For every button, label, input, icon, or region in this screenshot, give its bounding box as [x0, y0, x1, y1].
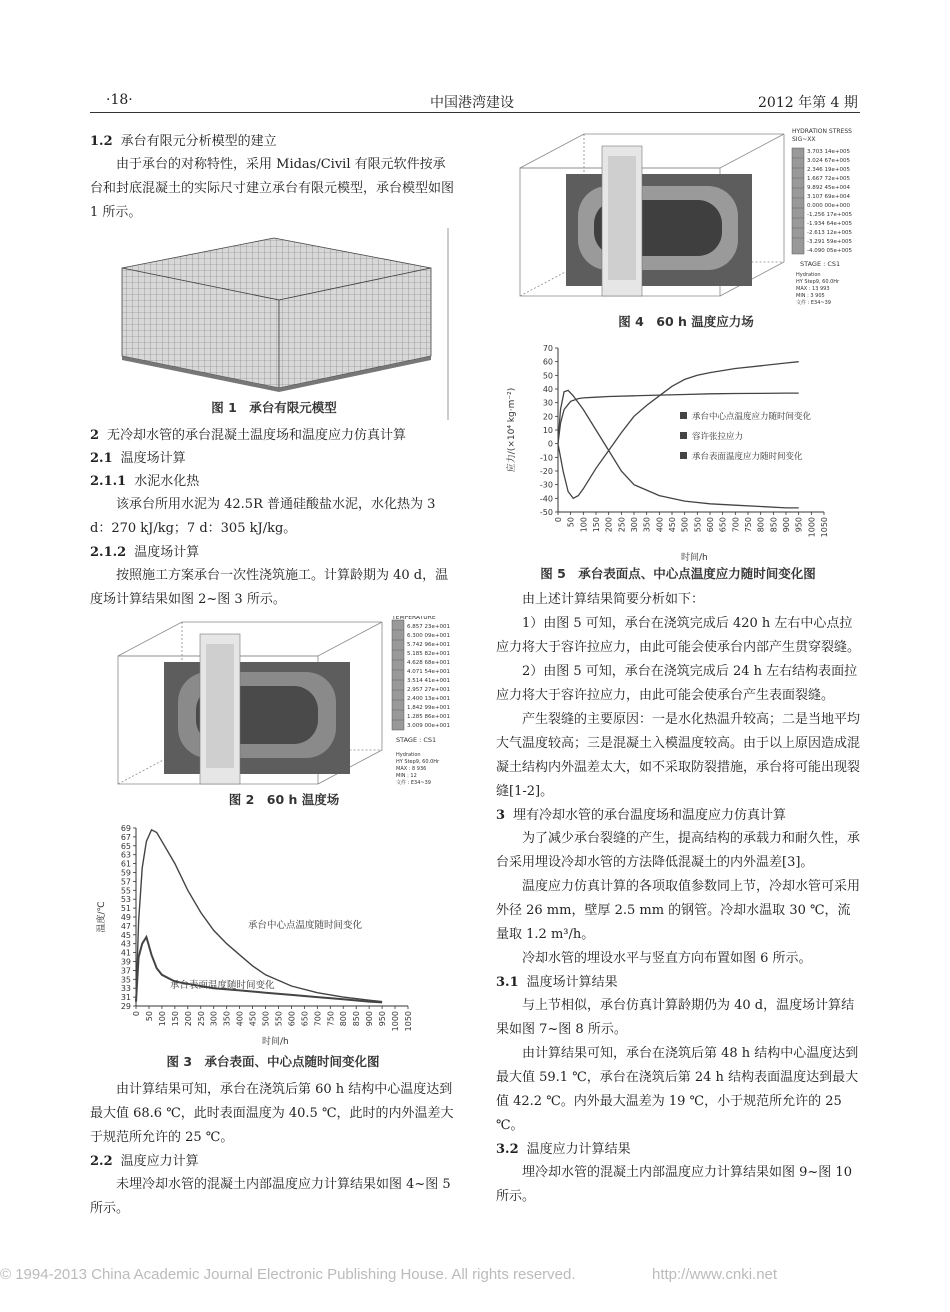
fig4-info: MIN : 3 905: [796, 293, 825, 299]
x-tick-label: 1000: [391, 1011, 401, 1032]
x-tick-label: 550: [693, 517, 703, 533]
figure-5: [496, 338, 860, 562]
x-tick-label: 850: [769, 517, 779, 533]
figure-2-caption: 图 2 60 h 温度场: [228, 792, 340, 807]
paragraph-8: 2）由图 5 可知，承台在浇筑完成后 24 h 左右结构表面拉应力将大于容许拉应力，由此可能会使承台产生表面裂缝。: [496, 664, 858, 703]
y-tick-label: 60: [542, 357, 553, 367]
x-tick-label: 0: [132, 1011, 141, 1017]
series-line-1: [136, 830, 382, 1002]
x-tick-label: 350: [222, 1011, 232, 1027]
fig4-info: HY Step9, 60.0Hr: [796, 279, 840, 285]
fig4-legend-value: -1.256 17e+005: [807, 212, 852, 218]
y-tick-label: 49: [120, 913, 131, 922]
paragraph-2: 该承台所用水泥为 42.5R 普通硅酸盐水泥，水化热为 3 d：270 kJ/kg；7 d：305 kJ/kg。: [90, 497, 436, 536]
fig2-legend-value: 1.842 99e+001: [407, 705, 450, 711]
fig2-legend-value: 1.285 86e+001: [407, 714, 450, 720]
x-tick-label: 950: [794, 517, 804, 533]
fig2-legend-value: 2.400 13e+001: [407, 696, 450, 702]
section-3-1-heading: 3.1 温度场计算结果: [496, 975, 618, 990]
y-tick-label: 70: [542, 344, 553, 353]
y-tick-label: 45: [120, 930, 131, 940]
fig2-legend-value: 2.957 27e+001: [407, 687, 450, 693]
x-tick-label: 800: [756, 517, 766, 533]
y-tick-label: -50: [539, 508, 553, 517]
x-tick-label: 400: [235, 1011, 245, 1027]
fig2-legend-value: 4.071 54e+001: [407, 669, 450, 675]
paragraph-14: 由计算结果可知，承台在浇筑后第 48 h 结构中心温度达到最大值 59.1 ℃，承台在浇筑后第 24 h 结构表面温度达到最大值 42.2 ℃。内外最大温差为 19 ℃，小于规范所允许的 25 ℃。: [496, 1046, 859, 1133]
y-tick-label: 39: [120, 957, 131, 967]
copyright-footer: © 1994-2013 China Academic Journal Electronic Publishing House. All rights reserved.: [0, 1266, 576, 1283]
x-tick-label: 600: [287, 1011, 297, 1027]
fig4-legend-sub: SIG~XX: [792, 136, 816, 143]
legend-swatch: [680, 432, 687, 439]
legend-swatch: [680, 412, 687, 419]
right-column-text: [496, 588, 862, 1209]
x-tick-label: 450: [668, 517, 677, 533]
y-tick-label: 67: [120, 832, 131, 842]
y-tick-label: 37: [120, 966, 131, 976]
y-tick-label: 65: [120, 841, 131, 851]
section-3-heading: 3 埋有冷却水管的承台温度场和温度应力仿真计算: [496, 808, 787, 823]
paragraph-10: 为了减少承台裂缝的产生，提高结构的承载力和耐久性，承台采用埋设冷却水管的方法降低混凝土的内外温差[3]。: [496, 831, 861, 870]
header-rule: [90, 112, 860, 113]
section-1-2-heading: 1.2 承台有限元分析模型的建立: [90, 134, 277, 149]
y-tick-label: -20: [539, 467, 553, 476]
fig4-info: Hydration: [796, 272, 821, 278]
y-tick-label: 47: [120, 921, 131, 931]
y-tick-label: 61: [120, 859, 131, 869]
paragraph-4: 由计算结果可知，承台在浇筑后第 60 h 结构中心温度达到最大值 68.6 ℃，此时表面温度为 40.5 ℃，此时的内外温差大于规范所允许的 25 ℃。: [90, 1082, 454, 1145]
fig4-info: MAX : 13 993: [796, 286, 830, 292]
paragraph-1: 由于承台的对称特性，采用 Midas/Civil 有限元软件按承台和封底混凝土的实际尺寸建立承台有限元模型，承台模型如图 1 所示。: [90, 157, 455, 220]
x-tick-label: 400: [655, 517, 665, 533]
fig2-info: MIN : 12: [396, 773, 417, 779]
figure-3-caption: 图 3 承台表面、中心点随时间变化图: [166, 1054, 380, 1069]
y-tick-label: 69: [120, 824, 131, 833]
fig2-legend-value: 5.185 82e+001: [407, 651, 450, 657]
x-tick-label: 500: [261, 1011, 271, 1027]
fig2-info: Hydration: [396, 752, 421, 758]
y-tick-label: 50: [542, 371, 553, 381]
x-tick-label: 50: [566, 517, 576, 528]
y-tick-label: 10: [542, 426, 553, 435]
fig2-legend-value: 4.628 68e+001: [407, 660, 450, 666]
fig4-legend-title: HYDRATION STRESS: [792, 128, 852, 135]
paragraph-13: 与上节相似，承台仿真计算龄期仍为 40 d，温度场计算结果如图 7~图 8 所示。: [496, 998, 855, 1037]
series-line-1: [558, 362, 799, 499]
section-2-1-heading: 2.1 温度场计算: [90, 451, 186, 466]
x-tick-label: 600: [706, 517, 715, 533]
x-axis-label: 时间/h: [262, 1037, 289, 1046]
paragraph-9: 产生裂缝的主要原因：一是水化热温升较高；二是当地平均大气温度较高；三是混凝土入模温度较高。由于以上原因造成混凝土结构内外温差太大，如不采取防裂措施，承台将可能出现裂缝[1-2]。: [496, 712, 861, 799]
fig2-info: MAX : 8 936: [396, 766, 427, 772]
figure-3: [90, 816, 456, 1066]
y-tick-label: 0: [547, 439, 553, 449]
x-tick-label: 550: [274, 1011, 284, 1027]
x-tick-label: 900: [365, 1011, 375, 1027]
fig2-legend-value: 6.300 09e+001: [407, 633, 450, 639]
x-tick-label: 0: [554, 517, 563, 523]
y-tick-label: -10: [539, 453, 553, 463]
x-tick-label: 150: [592, 517, 601, 533]
x-tick-label: 950: [378, 1011, 388, 1027]
paragraph-15: 埋冷却水管的混凝土内部温度应力计算结果如图 9~图 10 所示。: [496, 1165, 852, 1204]
x-tick-label: 200: [183, 1011, 193, 1027]
fig4-legend-value: -1.934 64e+005: [807, 221, 852, 227]
x-tick-label: 1050: [404, 1011, 413, 1032]
figure-4: [512, 128, 860, 306]
fig4-legend-value: 1.667 72e+005: [807, 176, 850, 182]
paragraph-3: 按照施工方案承台一次性浇筑施工。计算龄期为 40 d，温度场计算结果如图 2~图 3 所示。: [90, 568, 449, 607]
fig2-legend-value: 3.514 41e+001: [407, 678, 450, 684]
cnki-url: http://www.cnki.net: [652, 1266, 778, 1283]
section-2-1-2-heading: 2.1.2 温度场计算: [90, 545, 200, 560]
x-tick-label: 100: [157, 1011, 167, 1027]
issue-label: 2012 年第 4 期: [758, 95, 858, 111]
paragraph-12: 冷却水管的埋设水平与竖直方向布置如图 6 所示。: [522, 951, 812, 966]
y-tick-label: 41: [120, 948, 131, 958]
x-tick-label: 1050: [820, 517, 829, 538]
legend-label: 容许张拉应力: [692, 432, 744, 442]
section-3-2-heading: 3.2 温度应力计算结果: [496, 1142, 631, 1157]
x-tick-label: 700: [731, 517, 741, 533]
stress-field-image: [512, 128, 860, 306]
temperature-time-chart: [90, 816, 456, 1046]
y-tick-label: 40: [542, 385, 553, 394]
y-tick-label: 20: [542, 412, 553, 422]
paragraph-7: 1）由图 5 可知，承台在浇筑完成后 420 h 左右中心点拉应力将大于容许拉应力，由此可能会使承台内部产生贯穿裂缝。: [496, 616, 861, 655]
x-tick-label: 450: [248, 1011, 258, 1027]
x-tick-label: 850: [352, 1011, 362, 1027]
x-tick-label: 150: [170, 1011, 180, 1027]
x-axis-label: 时间/h: [681, 553, 708, 562]
paragraph-6: 由上述计算结果简要分析如下：: [522, 592, 705, 607]
fig4-legend-value: 0.000 00e+000: [807, 203, 850, 209]
y-tick-label: -40: [539, 494, 553, 504]
y-axis-label: 应力/(×10⁴ kg·m⁻²): [507, 387, 517, 473]
x-tick-label: 500: [680, 517, 690, 533]
fig2-info: 文件 : E34~39: [396, 780, 431, 786]
x-tick-label: 750: [744, 517, 753, 533]
legend-label: 承台表面温度应力随时间变化: [692, 452, 803, 462]
series-label-surface: 承台表面温度随时间变化: [170, 980, 275, 991]
y-tick-label: 29: [120, 1002, 131, 1011]
paragraph-11: 温度应力仿真计算的各项取值参数同上节，冷却水管可采用外径 26 mm，壁厚 2.5 mm 的钢管。冷却水温取 30 ℃，流量取 1.2 m³/h。: [496, 879, 861, 942]
figure-1: [96, 228, 452, 420]
fig4-legend-value: 3.024 67e+005: [807, 158, 850, 164]
journal-title: 中国港湾建设: [430, 95, 514, 111]
x-tick-label: 1000: [807, 517, 817, 538]
x-tick-label: 650: [718, 517, 728, 533]
left-column-bottom: [90, 1078, 456, 1221]
y-tick-label: 59: [120, 868, 131, 878]
x-tick-label: 350: [642, 517, 652, 533]
x-tick-label: 50: [144, 1011, 154, 1022]
fig2-legend-value: 5.742 96e+001: [407, 642, 450, 648]
fig4-legend-value: -3.291 59e+005: [807, 239, 852, 245]
x-tick-label: 250: [617, 517, 627, 533]
temperature-field-image: [112, 616, 456, 794]
y-tick-label: 31: [120, 993, 131, 1003]
section-2-1-1-heading: 2.1.1 水泥水化热: [90, 474, 200, 489]
fig4-legend-value: 2.346 19e+005: [807, 167, 850, 173]
y-tick-label: 35: [120, 975, 131, 985]
x-tick-label: 100: [579, 517, 589, 533]
y-tick-label: 53: [120, 895, 131, 905]
figure-1-caption: 图 1 承台有限元模型: [211, 400, 337, 415]
series-line-3: [558, 390, 799, 508]
fig4-legend-value: 3.107 69e+004: [807, 194, 850, 200]
legend-swatch: [680, 452, 687, 459]
fig4-legend-value: 9.892 45e+004: [807, 185, 850, 191]
y-axis-label: 温度/℃: [97, 901, 107, 933]
legend-label: 承台中心点温度应力随时间变化: [692, 412, 812, 422]
fig2-info: HY Step9, 60.0Hr: [396, 759, 440, 765]
fig2-legend-title: TEMPERATURE: [392, 616, 436, 621]
x-tick-label: 800: [339, 1011, 349, 1027]
fig2-legend-value: 6.857 23e+001: [407, 624, 450, 630]
section-2-heading: 2 无冷却水管的承台混凝土温度场和温度应力仿真计算: [90, 428, 407, 443]
fig4-stage: STAGE : CS1: [800, 260, 841, 268]
series-label-center: 承台中心点温度随时间变化: [248, 920, 363, 931]
fig4-info: 文件 : E34~39: [796, 300, 831, 306]
left-column-top: [90, 130, 456, 225]
x-tick-label: 700: [313, 1011, 323, 1027]
x-tick-label: 300: [630, 517, 639, 533]
y-tick-label: 43: [120, 939, 131, 949]
y-tick-label: 55: [120, 886, 131, 896]
paragraph-5: 未埋冷却水管的混凝土内部温度应力计算结果如图 4~图 5 所示。: [90, 1177, 451, 1216]
x-tick-label: 200: [604, 517, 614, 533]
x-tick-label: 300: [209, 1011, 219, 1027]
fig2-stage: STAGE : CS1: [396, 736, 437, 744]
fig4-legend-value: 3.703 14e+005: [807, 149, 850, 155]
figure-4-caption: 图 4 60 h 温度应力场: [618, 314, 754, 329]
y-tick-label: 33: [120, 984, 131, 994]
page-number: ·18·: [106, 92, 133, 108]
section-2-2-heading: 2.2 温度应力计算: [90, 1154, 199, 1169]
x-tick-label: 900: [782, 517, 791, 533]
x-tick-label: 250: [196, 1011, 206, 1027]
fig4-legend-value: -2.613 12e+005: [807, 230, 852, 236]
x-tick-label: 750: [326, 1011, 336, 1027]
figure-5-caption: 图 5 承台表面点、中心点温度应力随时间变化图: [540, 566, 816, 581]
fig2-legend-value: 3.009 00e+001: [407, 723, 450, 729]
y-tick-label: 57: [120, 877, 131, 887]
fig4-legend-value: -4.090 05e+005: [807, 248, 852, 254]
figure-2: [112, 616, 456, 794]
y-tick-label: 51: [120, 904, 131, 914]
fe-model-image: [96, 228, 452, 420]
y-tick-label: 63: [120, 850, 131, 860]
stress-time-chart: [496, 338, 860, 562]
y-tick-label: 30: [542, 398, 553, 408]
left-column-mid: [90, 424, 456, 612]
x-tick-label: 650: [300, 1011, 310, 1027]
y-tick-label: -30: [539, 480, 553, 490]
